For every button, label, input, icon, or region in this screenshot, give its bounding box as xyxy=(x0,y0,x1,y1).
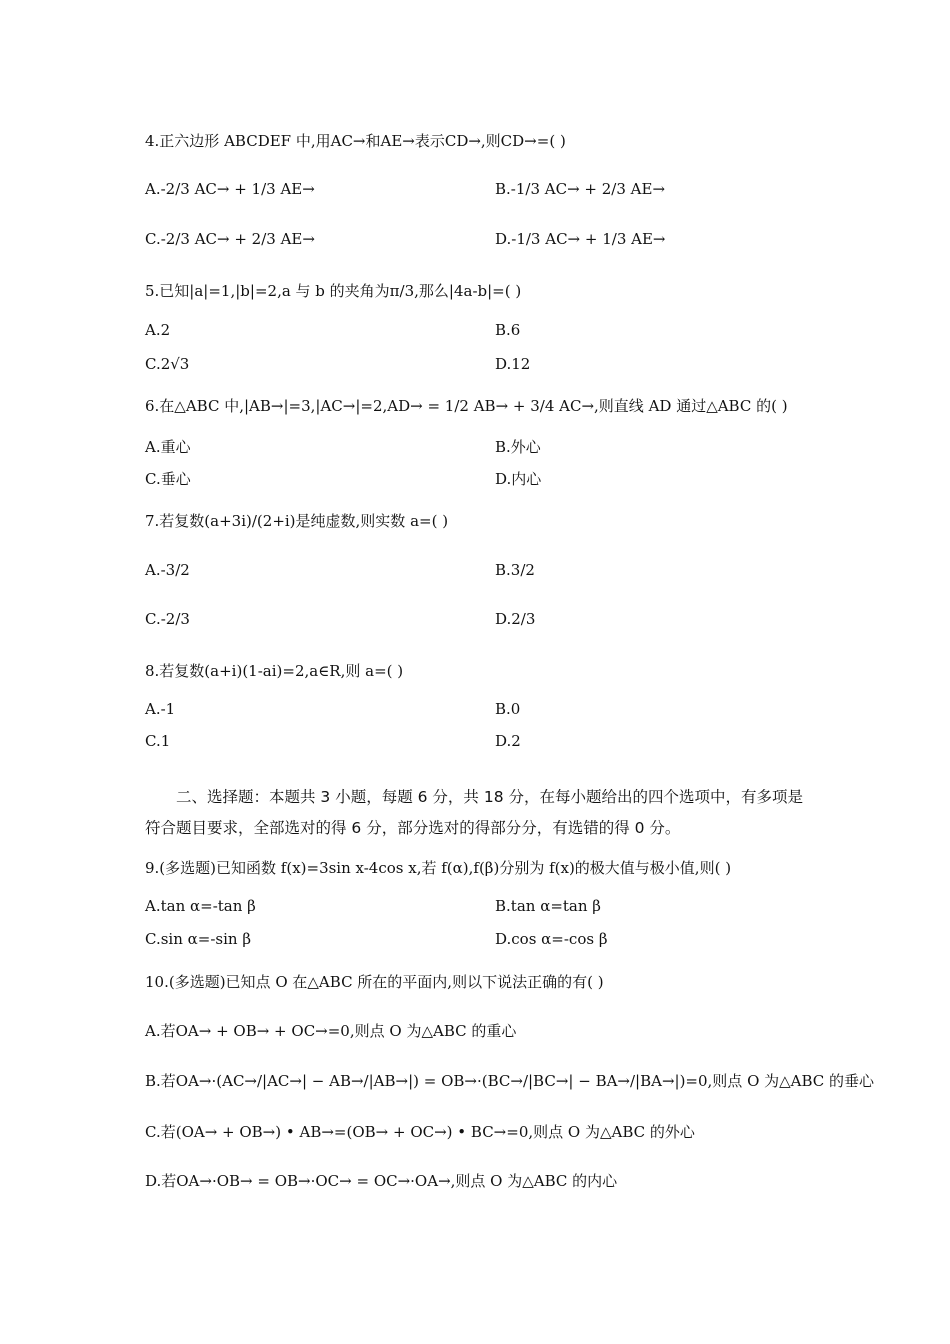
question-10-option-d: D.若OA→·OB→ = OB→·OC→ = OC→·OA→,则点 O 为△ABC 的内心 xyxy=(145,1172,618,1190)
question-9-option-c: C.sin α=-sin β xyxy=(145,930,251,948)
question-8-option-a: A.-1 xyxy=(145,700,176,718)
question-8-option-c: C.1 xyxy=(145,732,171,750)
question-6-option-c: C.垂心 xyxy=(145,470,191,488)
question-8-option-d: D.2 xyxy=(495,732,521,750)
question-9-option-a: A.tan α=-tan β xyxy=(145,897,256,915)
question-4-stem: 4.正六边形 ABCDEF 中,用AC→和AE→表示CD→,则CD→=( ) xyxy=(145,132,566,150)
question-6-option-b: B.外心 xyxy=(495,438,541,456)
question-10-option-b: B.若OA→·(AC→/|AC→| − AB→/|AB→|) = OB→·(BC→/|BC→| − BA→/|BA→|)=0,则点 O 为△ABC 的垂心 xyxy=(145,1072,875,1090)
section-2-instructions: 二、选择题：本题共 3 小题，每题 6 分，共 18 分，在每小题给出的四个选项中，有多项是符合题目要求，全部选对的得 6 分，部分选对的得部分分，有选错的得 0 分。 xyxy=(145,788,804,837)
question-4-option-b: B.-1/3 AC→ + 2/3 AE→ xyxy=(495,180,666,198)
question-7-option-a: A.-3/2 xyxy=(145,561,190,579)
question-8-option-b: B.0 xyxy=(495,700,521,718)
question-6-option-d: D.内心 xyxy=(495,470,542,488)
question-6-option-a: A.重心 xyxy=(145,438,191,456)
question-8-stem: 8.若复数(a+i)(1-ai)=2,a∈R,则 a=( ) xyxy=(145,662,404,680)
question-4-option-a: A.-2/3 AC→ + 1/3 AE→ xyxy=(145,180,315,198)
question-6-stem: 6.在△ABC 中,|AB→|=3,|AC→|=2,AD→ = 1/2 AB→ + 3/4 AC→,则直线 AD 通过△ABC 的( ) xyxy=(145,397,788,415)
question-5-stem: 5.已知|a|=1,|b|=2,a 与 b 的夹角为π/3,那么|4a-b|=( ) xyxy=(145,282,522,300)
question-9-option-d: D.cos α=-cos β xyxy=(495,930,608,948)
question-5-option-c: C.2√3 xyxy=(145,355,190,373)
question-7-option-d: D.2/3 xyxy=(495,610,536,628)
question-7-option-b: B.3/2 xyxy=(495,561,535,579)
question-10-option-c: C.若(OA→ + OB→) • AB→=(OB→ + OC→) • BC→=0,则点 O 为△ABC 的外心 xyxy=(145,1123,695,1141)
question-4-option-c: C.-2/3 AC→ + 2/3 AE→ xyxy=(145,230,315,248)
question-9-option-b: B.tan α=tan β xyxy=(495,897,601,915)
question-5-option-b: B.6 xyxy=(495,321,521,339)
question-10-option-a: A.若OA→ + OB→ + OC→=0,则点 O 为△ABC 的重心 xyxy=(145,1022,517,1040)
question-4-option-d: D.-1/3 AC→ + 1/3 AE→ xyxy=(495,230,666,248)
question-9-stem: 9.(多选题)已知函数 f(x)=3sin x-4cos x,若 f(α),f(β)分别为 f(x)的极大值与极小值,则( ) xyxy=(145,859,732,877)
question-5-option-a: A.2 xyxy=(145,321,171,339)
question-10-stem: 10.(多选题)已知点 O 在△ABC 所在的平面内,则以下说法正确的有( ) xyxy=(145,973,604,991)
question-5-option-d: D.12 xyxy=(495,355,531,373)
question-7-stem: 7.若复数(a+3i)/(2+i)是纯虚数,则实数 a=( ) xyxy=(145,512,449,530)
question-7-option-c: C.-2/3 xyxy=(145,610,190,628)
